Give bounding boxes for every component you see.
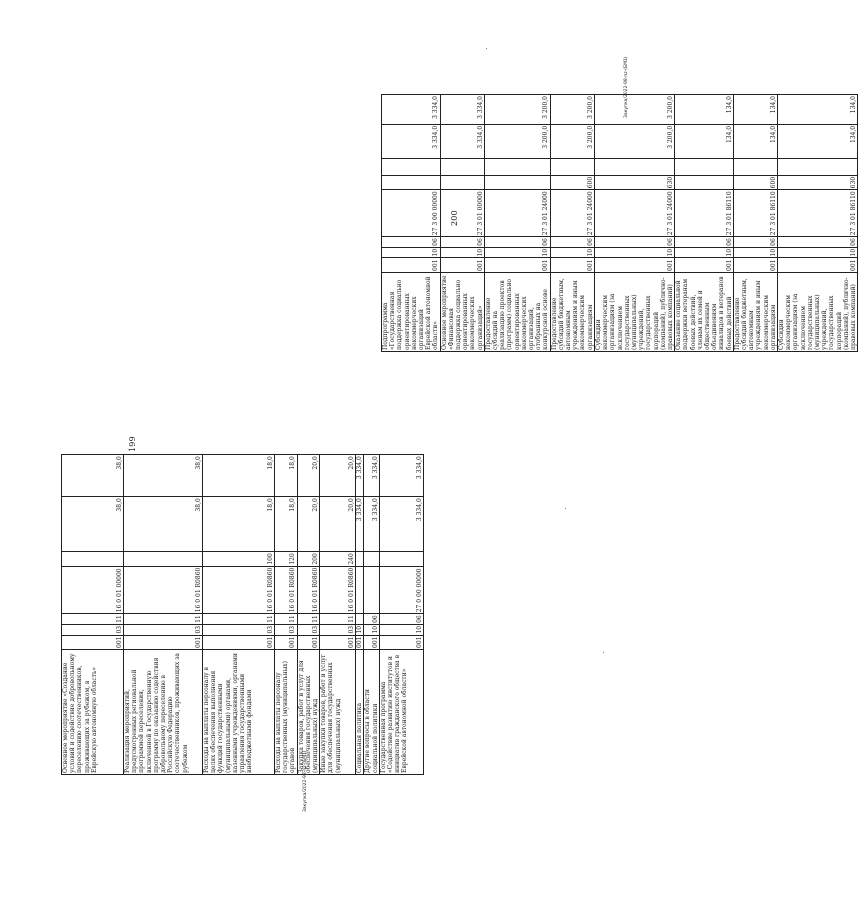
table-row: [440, 95, 484, 352]
row-section-code: 03: [297, 624, 320, 635]
row-amount-year-2: 3 334,0: [364, 455, 379, 497]
row-section-code: 10: [733, 247, 777, 258]
row-subsection-code: 06: [382, 237, 441, 248]
row-amount-year-1: 3 334,0: [382, 124, 441, 158]
table-row: [275, 455, 298, 775]
row-ministry-code: 001: [275, 635, 298, 649]
row-expense-type: [356, 552, 364, 566]
row-section-code: 03: [203, 624, 275, 635]
table-row: [550, 95, 594, 352]
row-subsection-code: 11: [320, 614, 356, 625]
row-amount-year-1: 134,0: [777, 124, 857, 158]
row-name-cell: Оказание социальной поддержки ветеранам боевых действий, членам их семей и общественным объединениям инвалидов и ветеранов боевых действий: [675, 272, 734, 351]
row-expense-type: [484, 175, 550, 189]
row-spacer-cell: [382, 159, 441, 176]
row-expense-type: [675, 175, 734, 189]
row-expense-type: [379, 552, 423, 566]
row-ministry-code: 001: [356, 636, 364, 648]
row-name-cell: Субсидии некоммерческим организациям (за исключением государственных (муниципальных) учреждений, государственных корпораций (компаний), публично-правовых компаний): [594, 272, 674, 351]
row-target-article: 27 3 01 24000: [550, 190, 594, 237]
row-amount-year-1: 3 200,0: [484, 124, 550, 158]
row-amount-year-2: 134,0: [733, 95, 777, 125]
row-expense-type: 600: [733, 175, 777, 189]
row-amount-year-2: 134,0: [777, 95, 857, 125]
row-spacer-cell: [777, 159, 857, 176]
row-subsection-code: 06: [733, 237, 777, 248]
row-amount-year-1: 20,0: [320, 497, 356, 552]
row-subsection-code: 11: [275, 614, 298, 625]
row-amount-year-1: 38,0: [62, 497, 124, 552]
row-subsection-code: 06: [364, 614, 379, 625]
page-number-left: 199: [128, 436, 137, 452]
row-subsection-code: 11: [203, 614, 275, 625]
table-row: [382, 95, 441, 352]
row-name-cell: Предоставление субсидий бюджетным, автономным учреждениям и иным некоммерческим организациям: [550, 272, 594, 351]
row-amount-year-2: 38,0: [124, 455, 203, 497]
row-subsection-code: 06: [379, 614, 423, 625]
row-section-code: 03: [124, 624, 203, 635]
row-amount-year-1: 3 334,0: [379, 497, 423, 552]
row-section-code: 10: [594, 247, 674, 258]
row-subsection-code: 06: [484, 237, 550, 248]
row-name-cell: Основное мероприятие «Создание условий и содействие добровольному переселению соотечественников, проживающих за рубежом, в Еврейскую автономную область»: [62, 650, 124, 775]
row-amount-year-1: 3 334,0: [364, 497, 379, 552]
row-amount-year-1: 20,0: [297, 497, 320, 552]
row-name-cell: Предоставление субсидий на реализацию проектов (программ) социально ориентированных некоммерческих организаций, отобранных на конкурсной основе: [484, 272, 550, 351]
row-section-code: 10: [379, 624, 423, 635]
row-subsection-code: 11: [124, 614, 203, 625]
row-target-article: 27 3 01 86110: [675, 190, 734, 237]
row-amount-year-1: 134,0: [675, 124, 734, 158]
table-row: [733, 95, 777, 352]
table-row: [297, 455, 320, 775]
stamp-right: Закупка/2022-98-nz-(БМ1): [624, 56, 629, 118]
right-budget-table-wrap: [381, 94, 858, 352]
row-ministry-code: 001: [777, 258, 857, 272]
row-amount-year-2: 18,0: [275, 455, 298, 497]
row-ministry-code: 001: [675, 258, 734, 272]
stamp-left: Закупка/2022-98-nz-(БМ1): [303, 750, 308, 812]
row-amount-year-1: 18,0: [275, 497, 298, 552]
page-number-right: 200: [450, 210, 459, 226]
row-amount-year-1: 3 334,0: [356, 497, 364, 552]
row-expense-type: [382, 175, 441, 189]
left-budget-table-wrap: [61, 454, 424, 775]
row-name-cell: Расходы на выплаты персоналу государственных (муниципальных) органов: [275, 650, 298, 775]
right-budget-table: [381, 94, 858, 352]
row-section-code: 10: [382, 247, 441, 258]
row-subsection-code: 06: [675, 237, 734, 248]
row-ministry-code: 001: [440, 258, 484, 272]
row-expense-type: [440, 175, 484, 189]
row-target-article: 16 0 01 00000: [62, 566, 124, 614]
row-amount-year-2: 18,0: [203, 455, 275, 497]
row-target-article: 27 3 01 24000: [594, 190, 674, 237]
row-amount-year-1: 3 200,0: [550, 124, 594, 158]
row-ministry-code: 001: [484, 258, 550, 272]
row-expense-type: 630: [594, 175, 674, 189]
row-ministry-code: 001: [124, 635, 203, 649]
row-target-article: 16 0 01 R0860: [203, 566, 275, 614]
row-spacer-cell: [675, 159, 734, 176]
table-row: [364, 455, 379, 775]
row-target-article: 16 0 01 R0860: [124, 566, 203, 614]
row-target-article: 27 3 01 24000: [484, 190, 550, 237]
row-target-article: 16 0 01 R0860: [275, 566, 298, 614]
row-target-article: 27 0 00 00000: [379, 566, 423, 614]
row-expense-type: 100: [203, 552, 275, 566]
row-amount-year-2: 3 334,0: [379, 455, 423, 497]
row-ministry-code: 001: [364, 635, 379, 649]
row-section-code: 10: [364, 624, 379, 635]
row-ministry-code: 001: [320, 635, 356, 649]
row-name-cell: Государственная программа «Содействие развитию институтов и инициатив гражданского общества в Еврейской автономной области»: [379, 650, 423, 775]
row-amount-year-1: 18,0: [203, 497, 275, 552]
row-name-cell: Другие вопросы в области социальной политики: [364, 650, 379, 775]
row-amount-year-2: 20,0: [320, 455, 356, 497]
row-spacer-cell: [440, 159, 484, 176]
row-amount-year-2: 3 200,0: [550, 95, 594, 125]
row-section-code: 10: [550, 247, 594, 258]
row-expense-type: [62, 552, 124, 566]
row-expense-type: [124, 552, 203, 566]
row-amount-year-2: 3 200,0: [484, 95, 550, 125]
row-section-code: 03: [62, 624, 124, 635]
row-subsection-code: 06: [550, 237, 594, 248]
row-target-article: 27 3 00 00000: [382, 190, 441, 237]
row-expense-type: 120: [275, 552, 298, 566]
table-row: [484, 95, 550, 352]
row-target-article: 27 3 01 86110: [777, 190, 857, 237]
row-ministry-code: 001: [594, 258, 674, 272]
row-ministry-code: 001: [550, 258, 594, 272]
row-amount-year-2: 3 334,0: [440, 95, 484, 125]
row-subsection-code: 06: [594, 237, 674, 248]
row-name-cell: Расходы на выплаты персоналу в целях обеспечения выполнения функций государственными (муниципальными) органами, казенными учреждениями, органами управления государственными внебюджетными фондами: [203, 650, 275, 775]
row-expense-type: 240: [320, 552, 356, 566]
table-row: [320, 455, 356, 775]
row-ministry-code: 001: [62, 635, 124, 649]
table-row: [777, 95, 857, 352]
row-target-article: 27 3 01 00000: [440, 190, 484, 237]
row-expense-type: 600: [550, 175, 594, 189]
row-expense-type: 630: [777, 175, 857, 189]
row-name-cell: Предоставление субсидий бюджетным, автономным учреждениям и иным некоммерческим организациям: [733, 272, 777, 351]
table-row: [62, 455, 124, 775]
row-section-code: 10: [356, 625, 364, 634]
table-row: [594, 95, 674, 352]
scan-speck: [603, 652, 604, 653]
row-ministry-code: 001: [382, 258, 441, 272]
row-subsection-code: 06: [777, 237, 857, 248]
row-subsection-code: 06: [440, 237, 484, 248]
table-row: [203, 455, 275, 775]
row-section-code: 10: [675, 247, 734, 258]
row-amount-year-1: 3 334,0: [440, 124, 484, 158]
row-name-cell: Подпрограмма «Государственная поддержка социально ориентированных некоммерческих организаций Еврейской автономной области»: [382, 272, 441, 351]
row-expense-type: 200: [297, 552, 320, 566]
row-target-article: [356, 566, 364, 614]
row-section-code: 10: [484, 247, 550, 258]
row-section-code: 10: [777, 247, 857, 258]
row-target-article: 16 0 01 R0860: [297, 566, 320, 614]
row-section-code: 03: [320, 624, 356, 635]
row-amount-year-2: 3 334,0: [356, 455, 364, 497]
row-subsection-code: 11: [297, 614, 320, 625]
row-section-code: 03: [275, 624, 298, 635]
row-spacer-cell: [484, 159, 550, 176]
row-spacer-cell: [594, 159, 674, 176]
table-row: [356, 455, 364, 775]
table-row: [124, 455, 203, 775]
row-expense-type: [364, 552, 379, 566]
scan-speck: [565, 508, 566, 509]
row-name-cell: Основное мероприятие «Финансовая поддержка социально ориентированных некоммерческих организаций»: [440, 272, 484, 351]
row-ministry-code: 001: [297, 635, 320, 649]
row-ministry-code: 001: [203, 635, 275, 649]
row-target-article: 27 3 01 86110: [733, 190, 777, 237]
row-amount-year-1: 134,0: [733, 124, 777, 158]
row-name-cell: Реализация мероприятий, предусмотренных региональной программой переселения, включенной в Государственную программу по оказанию содействия добровольному переселению в Российскую Федерацию соотечественников, проживающих за рубежом: [124, 650, 203, 775]
table-row: [379, 455, 423, 775]
row-amount-year-2: 134,0: [675, 95, 734, 125]
row-ministry-code: 001: [733, 258, 777, 272]
row-name-cell: Иные закупки товаров, работ и услуг для обеспечения государственных (муниципальных) нужд: [320, 650, 356, 775]
scan-speck: [486, 48, 487, 49]
row-spacer-cell: [733, 159, 777, 176]
row-amount-year-1: 38,0: [124, 497, 203, 552]
row-amount-year-2: 38,0: [62, 455, 124, 497]
row-name-cell: Субсидии некоммерческим организациям (за исключением государственных (муниципальных) учреждений, государственных корпораций (компаний), публично-правовых компаний): [777, 272, 857, 351]
table-row: [675, 95, 734, 352]
left-budget-table: [61, 454, 424, 775]
row-target-article: [364, 566, 379, 614]
row-name-cell: Закупка товаров, работ и услуг для обеспечения государственных (муниципальных) нужд: [297, 650, 320, 775]
row-amount-year-2: 3 334,0: [382, 95, 441, 125]
row-name-cell: Социальная политика: [356, 650, 364, 775]
row-subsection-code: 11: [62, 614, 124, 625]
row-amount-year-2: 20,0: [297, 455, 320, 497]
row-spacer-cell: [550, 159, 594, 176]
row-ministry-code: 001: [379, 635, 423, 649]
row-target-article: 16 0 01 R0860: [320, 566, 356, 614]
row-amount-year-1: 3 200,0: [594, 124, 674, 158]
row-subsection-code: [356, 614, 364, 625]
row-section-code: 10: [440, 247, 484, 258]
row-amount-year-2: 3 200,0: [594, 95, 674, 125]
